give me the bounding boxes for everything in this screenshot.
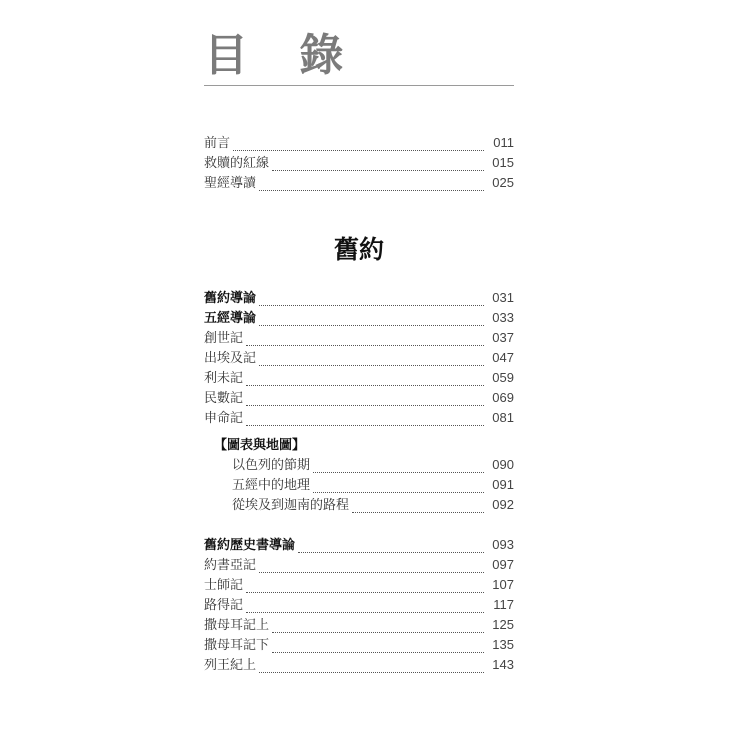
toc-entry-label: 約書亞記: [204, 558, 257, 573]
toc-entry-label: 創世記: [204, 331, 244, 346]
dot-leader: [313, 460, 484, 473]
toc-entry[interactable]: [204, 348, 514, 368]
dot-leader: [352, 500, 484, 513]
dot-leader: [298, 540, 484, 553]
toc-entry-page: 092: [492, 497, 514, 512]
dot-leader: [259, 353, 484, 366]
toc-entry[interactable]: [204, 555, 514, 575]
dot-leader: [246, 600, 484, 613]
toc-entry[interactable]: [204, 173, 514, 193]
dot-leader: [272, 620, 484, 633]
toc-entry[interactable]: [232, 455, 514, 475]
toc-entry-label: 舊約導論: [204, 291, 257, 306]
toc-entry-label: 民數記: [204, 391, 244, 406]
toc-entry-label: 士師記: [204, 578, 244, 593]
dot-leader: [246, 373, 484, 386]
toc-entry[interactable]: [204, 388, 514, 408]
toc-entry-label: 救贖的紅線: [204, 156, 270, 171]
toc-entry-page: 059: [492, 370, 514, 385]
toc-entry[interactable]: [204, 153, 514, 173]
toc-entry-label: 前言: [204, 136, 231, 151]
toc-entry-page: 125: [492, 617, 514, 632]
dot-leader: [246, 580, 484, 593]
toc-entry[interactable]: [204, 408, 514, 428]
toc-entry-label: 出埃及記: [204, 351, 257, 366]
toc-entry-page: 097: [492, 557, 514, 572]
toc-entry-label: 利未記: [204, 371, 244, 386]
toc-entry[interactable]: [204, 308, 514, 328]
dot-leader: [259, 660, 484, 673]
toc-entry-page: 091: [492, 477, 514, 492]
toc-entry-page: 081: [492, 410, 514, 425]
toc-entry-page: 033: [492, 310, 514, 325]
toc-entry[interactable]: [204, 535, 514, 555]
toc-entry[interactable]: [232, 495, 514, 515]
dot-leader: [259, 560, 484, 573]
dot-leader: [233, 138, 484, 151]
toc-entry[interactable]: [204, 288, 514, 308]
dot-leader: [259, 293, 484, 306]
toc-entry-label: 聖經導讀: [204, 176, 257, 191]
page-title: 目 錄: [204, 30, 362, 81]
dot-leader: [246, 333, 484, 346]
toc-entry-page: 025: [492, 175, 514, 190]
toc-entry[interactable]: [204, 133, 514, 153]
toc-entry-page: 093: [492, 537, 514, 552]
toc-entry[interactable]: [204, 328, 514, 348]
toc-entry-page: 015: [492, 155, 514, 170]
toc-entry-page: 031: [492, 290, 514, 305]
dot-leader: [246, 393, 484, 406]
toc-entry[interactable]: [232, 475, 514, 495]
section-title: 舊約: [333, 235, 384, 264]
toc-entry-page: 135: [492, 637, 514, 652]
toc-entry-label: 以色列的節期: [232, 458, 311, 473]
toc-entry-page: 143: [492, 657, 514, 672]
dot-leader: [259, 178, 484, 191]
toc-entry-label: 列王紀上: [204, 658, 257, 673]
dot-leader: [246, 413, 484, 426]
toc-entry[interactable]: [204, 575, 514, 595]
toc-entry-page: 011: [493, 135, 514, 150]
toc-entry[interactable]: [204, 595, 514, 615]
toc-entry-page: 090: [492, 457, 514, 472]
toc-entry-label: 撒母耳記上: [204, 618, 270, 633]
dot-leader: [272, 640, 484, 653]
toc-entry-label: 舊約歷史書導論: [204, 538, 296, 553]
toc-entry[interactable]: [204, 368, 514, 388]
toc-entry-label: 五經導論: [204, 311, 257, 326]
toc-entry-page: 037: [492, 330, 514, 345]
toc-entry-page: 107: [492, 577, 514, 592]
toc-entry-label: 五經中的地理: [232, 478, 311, 493]
dot-leader: [272, 158, 484, 171]
dot-leader: [313, 480, 484, 493]
charts-heading: 【圖表與地圖】: [214, 438, 306, 453]
toc-entry-label: 路得記: [204, 598, 244, 613]
toc-entry-label: 從埃及到迦南的路程: [232, 498, 350, 513]
toc-entry-page: 047: [492, 350, 514, 365]
toc-entry[interactable]: [204, 655, 514, 675]
dot-leader: [259, 313, 484, 326]
toc-entry[interactable]: [204, 635, 514, 655]
toc-entry-label: 撒母耳記下: [204, 638, 270, 653]
toc-entry[interactable]: [204, 615, 514, 635]
toc-entry-page: 069: [492, 390, 514, 405]
toc-entry-page: 117: [493, 597, 514, 612]
toc-entry-label: 申命記: [204, 411, 244, 426]
